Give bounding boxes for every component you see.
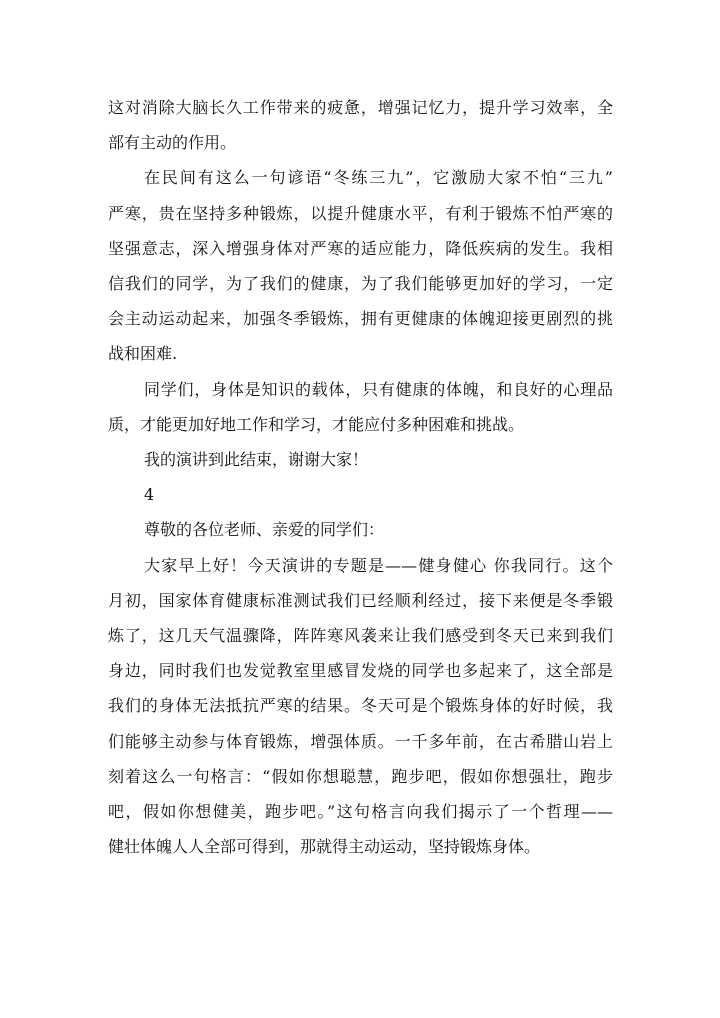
text-line: 们能够主动参与体育锻炼，增强体质。一千多年前，在古希腊山岩上 [108, 731, 613, 751]
text-line: 4 [144, 485, 155, 505]
text-line: 炼了，这几天气温骤降，阵阵寒风袭来让我们感受到冬天已来到我们 [108, 626, 613, 646]
paragraph [108, 512, 613, 547]
text-line: 会主动运动起来，加强冬季锻炼，拥有更健康的体魄迎接更剧烈的挑 [108, 309, 613, 329]
text-line: 这对消除大脑长久工作带来的疲惫，增强记忆力，提升学习效率，全 [108, 98, 613, 117]
text-line: 我们的身体无法抵抗严寒的结果。冬天可是个锻炼身体的好时候，我 [108, 696, 613, 716]
text-line: 同学们，身体是知识的载体，只有健康的体魄，和良好的心理品 [144, 379, 613, 399]
text-line: 严寒，贵在坚持多种锻炼，以提升健康水平，有利于锻炼不怕严寒的 [108, 203, 613, 223]
paragraph [108, 160, 613, 371]
text-line: 健壮体魄人人全部可得到，那就得主动运动，坚持锻炼身体。 [108, 837, 541, 857]
paragraph [108, 548, 613, 865]
text-line: 战和困难. [108, 344, 178, 364]
text-line: 质，才能更加好地工作和学习，才能应付多种困难和挑战。 [108, 414, 525, 434]
paragraph [108, 442, 613, 477]
text-line: 部有主动的作用。 [108, 133, 237, 153]
text-line: 吧，假如你想健美，跑步吧。”这句格言向我们揭示了一个哲理—— [108, 802, 613, 822]
paragraph [108, 90, 613, 160]
text-line: 月初，国家体育健康标准测试我们已经顺利经过，接下来便是冬季锻 [108, 590, 613, 610]
text-line: 大家早上好！今天演讲的专题是——健身健心 你我同行。这个 [144, 555, 613, 575]
text-line: 在民间有这么一句谚语“冬练三九”，它激励大家不怕“三九” [144, 168, 613, 188]
text-line: 坚强意志，深入增强身体对严寒的适应能力，降低疾病的发生。我相 [108, 238, 613, 258]
paragraph [108, 372, 613, 442]
text-line: 信我们的同学，为了我们的健康，为了我们能够更加好的学习，一定 [108, 274, 613, 294]
text-line: 我的演讲到此结束，谢谢大家！ [144, 450, 369, 470]
text-line: 刻着这么一句格言：“假如你想聪慧，跑步吧，假如你想强壮，跑步 [108, 766, 613, 786]
paragraph [108, 477, 613, 512]
text-line: 身边，同时我们也发觉教室里感冒发烧的同学也多起来了，这全部是 [108, 661, 613, 681]
document-body [108, 90, 613, 864]
text-line: 尊敬的各位老师、亲爱的同学们： [144, 520, 385, 540]
